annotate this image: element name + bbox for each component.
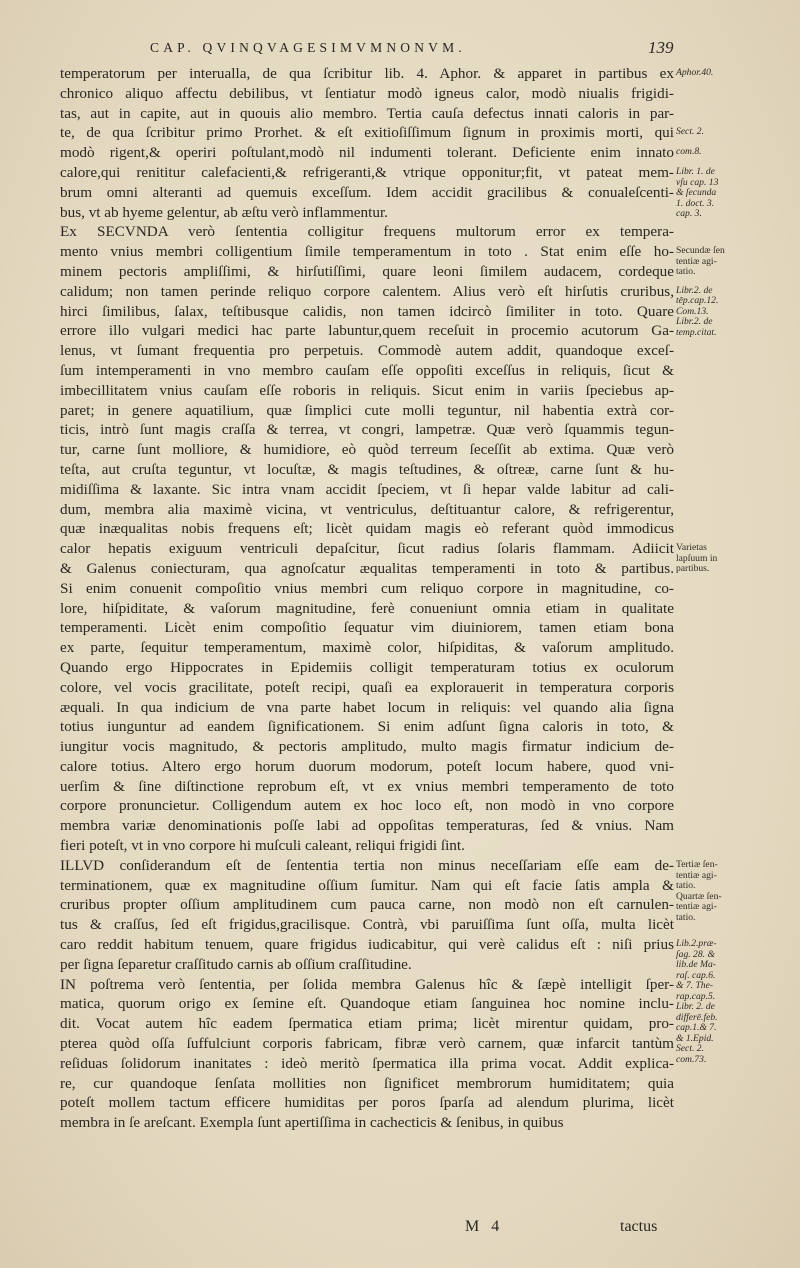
- margin-note: Libr.2. de tēp.cap.12. Com.13. Libr.2. de temp.citat.: [676, 284, 719, 338]
- text-line: ticis, intrò ſunt magis craſſa & terrea, vt congri, lampetræ. Quæ verò ſquammis tegun-: [60, 421, 674, 439]
- text-line: ILLVD conſiderandum eſt de ſententia tertia non minus neceſſariam eſſe eam de-: [60, 856, 674, 874]
- margin-note: Lib.2.præ- ſag. 28. & lib.de Ma- raſ. cap.6. & 7. The- rap.cap.5. Libr. 2. de differē.feb. cap.1.& 7. & 1.Epid. Sect. 2. com.73.: [676, 938, 718, 1065]
- body-text: [60, 64, 674, 1133]
- text-line: tus & craſſus, ſed eſt frigidus,gracilisque. Contrà, vbi paruiſſima ſunt oſſa, multa licèt: [60, 916, 674, 934]
- text-line: matica, quorum origo ex ſemine eſt. Quandoque etiam ſanguinea hoc nomine inclu-: [60, 995, 674, 1013]
- text-line: tas, aut in capite, aut in quouis alio membro. Tertia cauſa defectus innati caloris in par-: [60, 104, 674, 122]
- text-line: temperatorum per interualla, de qua ſcribitur lib. 4. Aphor. & apparet in partibus ex: [60, 65, 674, 82]
- margin-note: Sect. 2.: [676, 126, 704, 138]
- margin-note: Aphor.40.: [676, 67, 714, 78]
- catchword: tactus: [620, 1218, 658, 1235]
- text-line: dit. Vocat autem hîc eadem ſpermatica etiam prima; licèt mirentur quidam, pro-: [60, 1015, 674, 1033]
- text-line: cruribus propter oſſium amplitudinem cum pauca carne, non modò non eſt carnulen-: [60, 896, 674, 914]
- text-line: paret; in genere aquatilium, quæ ſimplici cute molli teguntur, nil habentia extrà cor-: [60, 401, 674, 419]
- margin-note: Tertiæ ſen- tentiæ agi- tatio. Quartæ ſen- tentiæ agi- tatio.: [676, 859, 722, 923]
- text-line: calidum; non tamen perinde reliquo corpore calentem. Alius verò eſt hirſutis cruribus,: [60, 282, 674, 300]
- text-line: Quando ergo Hippocrates in Epidemiis colligit temperaturam totius ex oculorum: [60, 658, 674, 676]
- text-line: terminationem, quæ ex magnitudine oſſium ſumitur. Nam qui eſt facie ſatis ampla &: [60, 876, 674, 894]
- text-line: chronico aliquo affectu debilibus, vt ſentiatur modò igneus calor, modò niualis frigidi-: [60, 84, 674, 102]
- text-line: calore,qui renititur calefacienti,& refrigeranti,& vtrique opponitur;fit, vt pateat mem-: [60, 163, 674, 181]
- text-line: caro reddit habitum tenuem, quare frigidus iudicabitur, qui verè calidus eſt : niſi prius: [60, 936, 674, 954]
- margin-note: Libr. 1. de vſu cap. 13 & ſecunda 1. doct. 3. cap. 3.: [676, 166, 719, 219]
- text-line: imbecillitatem vnius cauſam eſſe roboris in reliquis. Sicut enim in variis ſpeciebus ap-: [60, 381, 674, 399]
- text-line: pterea quòd oſſa ſuffulciunt corporis fabricam, fibræ verò carnem, quæ infarcit tantùm: [60, 1035, 674, 1053]
- text-line: midiſſima & laxante. Sic intra vnam accidit ſpeciem, vt ſi hepar valde labitur ad cali-: [60, 480, 674, 498]
- text-line: te, de qua ſcribitur primo Prorhet. & eſt exitioſiſſimum ſignum in proximis morti, qui: [60, 124, 674, 142]
- text-line: per ſigna ſeparetur craſſitudo carnis ab oſſium craſſitudine.: [60, 955, 412, 973]
- text-line: corpore pronuncietur. Colligendum autem ex hoc loco eſt, non modò in vno corpore: [60, 797, 674, 815]
- text-line: teſta, aut cruſta teguntur, vt locuſtæ, & magis teſtudines, & oſtreæ, carne ſunt & hu-: [60, 460, 674, 478]
- text-line: membra in ſe areſcant. Exempla ſunt apertiſſima in cachecticis & ſenibus, in quibus: [60, 1114, 564, 1132]
- running-title: CAP. QVINQVAGESIMVMNONVM.: [150, 40, 466, 55]
- text-line: hirci ſimilibus, ſalax, teſtibusque calidis, non tamen idcircò ſimiliter in toto. Quare: [60, 302, 674, 320]
- text-line: totius iunguntur ad eandem ſignificationem. Si enim adſunt ſigna caloris in toto, &: [60, 718, 674, 736]
- margin-note: Secundæ ſen tentiæ agi- tatio.: [676, 245, 725, 278]
- text-line: Ex SECVNDA verò ſententia colligitur frequens multorum error ex tempera-: [60, 223, 674, 241]
- text-line: calor hepatis exiguum ventriculi depaſcitur, ſicut radius ſolaris flammam. Adiicit: [60, 540, 674, 558]
- text-line: reſiduas ſolidorum inanitates : ideò meritò ſpermatica illa prima vocat. Addit explica-: [60, 1054, 674, 1072]
- text-line: brum omni alteranti ad quemuis exceſſum. Idem accidit gracilibus & conualeſcenti-: [60, 183, 674, 201]
- text-line: & Galenus coniecturam, qua agnoſcatur æqualitas temperamenti in toto & partibus.: [60, 559, 674, 577]
- text-line: fieri poteſt, vt in vno corpore hi muſculi caleant, reliqui frigidi ſint.: [60, 837, 465, 855]
- text-line: modò rigent,& operiri poſtulant,modò nil indumenti tolerant. Deficiente enim innato: [60, 144, 674, 162]
- text-line: mento vnius membri colligentium ſimile temperamentum in toto . Stat enim eſſe ho-: [60, 243, 674, 261]
- text-line: ex parte, ſequitur temperamentum, maximè color, hiſpiditas, & vaſorum amplitudo.: [60, 639, 674, 657]
- text-line: dum, membra alia maximè vicina, vt ventriculus, deſtituantur calore, & refrigerentur,: [60, 500, 674, 518]
- text-line: uerſim & ſine diſtinctione reprobum eſt, vt ex vnius membri temperamento de toto: [60, 777, 674, 795]
- page-number: 139: [648, 38, 674, 57]
- text-line: iungitur vocis magnitudo, & pectoris amplitudo, multo magis firmatur indicium de-: [60, 738, 674, 756]
- margin-note: Varietas lapſuum in partibus.: [676, 542, 718, 575]
- text-line: minem pectoris ampliſſimi, & hirſutiſſimi, quare leoni ſimilem audacem, cordeque: [60, 262, 674, 280]
- text-line: temperamenti. Licèt enim compoſitio ſequatur vim diuiniorem, tamen etiam bona: [60, 619, 674, 637]
- text-line: Si enim conuenit compoſitio vnius membri cum reliquo corpore in magnitudine, co-: [60, 579, 674, 597]
- signature-mark: M 4: [465, 1218, 504, 1235]
- text-line: poteſt mollem tactum efficere humiditas per poros ſparſa ad alendum plurima, licèt: [60, 1094, 674, 1112]
- text-line: calore totius. Altero ergo horum duorum modorum, poteſt locum habere, quod vni-: [60, 757, 674, 775]
- text-line: IN poſtrema verò ſententia, per ſolida membra Galenus hîc & ſæpè intelligit ſper-: [60, 975, 674, 993]
- text-line: re, cur quandoque ſenſata mollities non ſignificet membrorum humiditatem; quia: [60, 1074, 674, 1092]
- text-line: errore illo vulgari medici hac parte labuntur,quem receſuit in procemio acutorum Ga-: [60, 322, 674, 340]
- text-line: ſum intemperamenti in vno membro cauſam eſſe oppoſiti exceſſus in reliquis, ſicut &: [60, 361, 674, 379]
- text-line: lore, hiſpiditate, & vaſorum magnitudine, ferè conueniunt omnia etiam in qualitate: [60, 599, 674, 617]
- margin-note: com.8.: [676, 146, 702, 158]
- text-line: lenus, vt ſumant frequentia pro perpetuis. Commodè autem addit, quandoque exceſ-: [60, 342, 674, 360]
- text-line: æquali. In qua indicium de vna parte habet locum in reliquis: vel quando alia ſigna: [60, 698, 674, 716]
- text-line: tur, carne ſunt molliore, & humidiore, eò quòd terreum ſeceſſit ab extima. Quæ verò: [60, 441, 674, 459]
- text-line: membra variæ denominationis poſſe labi ad oppoſitas temperaturas, ſed & vnius. Nam: [60, 817, 674, 835]
- text-line: bus, vt ab hyeme gelentur, ab æſtu verò inflammentur.: [60, 203, 388, 221]
- text-line: quæ inæqualitas nobis frequens eſt; licèt quidam magis eò referant quòd immodicus: [60, 520, 674, 538]
- text-line: colore, vel vocis gracilitate, poteſt recipi, quaſi ea explorauerit in temperatura corporis: [60, 678, 674, 696]
